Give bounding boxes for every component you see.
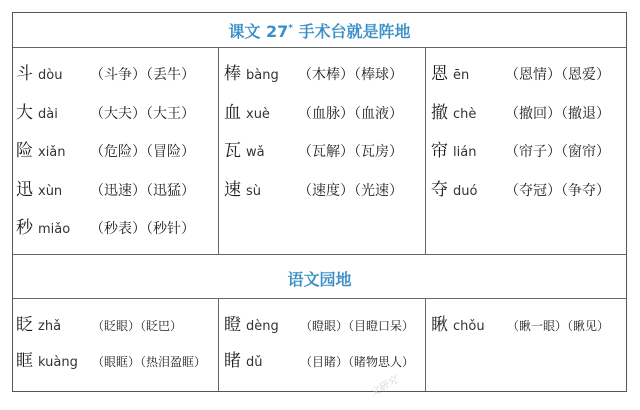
vocab-row <box>431 178 610 202</box>
vocab-word: （迅猛） <box>146 182 195 199</box>
vocab-row <box>224 62 403 86</box>
vocab-row <box>16 349 206 373</box>
vocab-word: （光速） <box>354 182 403 199</box>
vocab-word: （眼眶） <box>92 355 141 369</box>
vocab-pinyin: dèng <box>246 319 279 334</box>
vocab-word: （大王） <box>146 105 195 122</box>
vocab-char: 帘 <box>431 141 448 161</box>
vocab-word: （危险） <box>90 144 146 160</box>
vocab-row <box>16 101 195 125</box>
vocab-row <box>431 62 610 86</box>
vocab-pinyin: chè <box>453 106 477 122</box>
vocab-row <box>16 216 195 240</box>
vocab-word: （争夺） <box>561 182 610 199</box>
vocab-word: （木棒） <box>298 67 354 83</box>
vocab-pinyin: lián <box>453 145 477 160</box>
vocabulary-table <box>12 12 627 392</box>
vocab-pinyin: miǎo <box>38 222 71 237</box>
vocab-char: 速 <box>224 179 241 200</box>
vocab-word: （夺冠） <box>505 182 561 199</box>
vocab-word: （瓦解） <box>298 144 354 160</box>
vocab-word: （秒针） <box>146 221 195 237</box>
vocab-pinyin: ēn <box>453 68 470 83</box>
vocab-row <box>16 178 195 202</box>
vocab-row <box>431 101 610 125</box>
section1-title-pre: 课文 27 <box>228 22 289 41</box>
vocab-word: （血液） <box>354 105 403 122</box>
vocab-word: （瓦房） <box>354 144 403 160</box>
vocab-word: （瞅见） <box>567 319 610 333</box>
section1-title <box>13 19 626 42</box>
vocab-word: （恩情） <box>505 67 561 83</box>
vocab-word: （大夫） <box>90 105 146 122</box>
vocab-pinyin: bàng <box>246 68 279 83</box>
vocab-word: （冒险） <box>146 144 195 160</box>
vocab-pinyin: dǔ <box>246 355 263 370</box>
vocab-word: （速度） <box>298 182 354 199</box>
col-divider-b <box>425 47 426 254</box>
vocab-char: 斗 <box>16 64 33 84</box>
vocab-pinyin: xùn <box>38 183 63 199</box>
vocab-pinyin: xuè <box>246 106 270 122</box>
vocab-row <box>224 313 414 337</box>
vocab-char: 大 <box>16 102 33 123</box>
vocab-word: （秒表） <box>90 221 146 237</box>
vocab-char: 瞅 <box>431 315 448 335</box>
divider-3 <box>13 298 626 299</box>
vocab-word: （恩爱） <box>561 67 610 83</box>
vocab-word: （丢牛） <box>146 67 195 83</box>
vocab-row <box>224 349 414 373</box>
vocab-pinyin: zhǎ <box>38 319 62 334</box>
col-divider-d <box>425 298 426 391</box>
vocab-row <box>16 62 195 86</box>
vocab-char: 险 <box>16 141 33 161</box>
vocab-char: 秒 <box>16 218 33 238</box>
vocab-row <box>431 313 609 337</box>
vocab-word: （帘子） <box>505 144 561 160</box>
vocab-word: （眨巴） <box>140 319 183 333</box>
vocab-row <box>16 313 182 337</box>
vocab-pinyin: dài <box>38 106 58 122</box>
vocab-char: 棒 <box>224 64 241 84</box>
vocab-pinyin: xiǎn <box>38 145 66 160</box>
vocab-char: 睹 <box>224 351 241 371</box>
vocab-word: （迅速） <box>90 182 146 199</box>
vocab-word: （撤退） <box>561 105 610 122</box>
vocab-row <box>431 139 610 163</box>
vocab-word: （眨眼） <box>92 319 141 333</box>
vocab-pinyin: dòu <box>38 68 63 83</box>
vocab-char: 撤 <box>431 102 448 123</box>
vocab-pinyin: kuàng <box>38 355 78 370</box>
vocab-word: （瞅一眼） <box>507 319 568 333</box>
vocab-word: （睹物思人） <box>348 355 415 369</box>
vocab-char: 血 <box>224 102 241 123</box>
vocab-char: 恩 <box>431 64 448 84</box>
vocab-word: （血脉） <box>298 105 354 122</box>
vocab-char: 瓦 <box>224 141 241 161</box>
vocab-word: （斗争） <box>90 67 146 83</box>
vocab-word: （目瞪口呆） <box>348 319 415 333</box>
vocab-pinyin: wǎ <box>246 145 265 160</box>
vocab-row <box>16 139 195 163</box>
vocab-row <box>224 178 403 202</box>
vocab-char: 眶 <box>16 351 33 371</box>
vocab-char: 眨 <box>16 315 33 335</box>
section1-title-sup: * <box>288 23 293 34</box>
vocab-pinyin: chǒu <box>453 319 485 334</box>
col-divider-c <box>218 298 219 391</box>
vocab-pinyin: sù <box>246 183 262 199</box>
divider-2 <box>13 254 626 255</box>
divider-1 <box>13 47 626 48</box>
vocab-char: 迅 <box>16 179 33 200</box>
vocab-word: （撤回） <box>505 105 561 122</box>
section1-title-post: 手术台就是阵地 <box>292 22 411 41</box>
vocab-word: （棒球） <box>354 67 403 83</box>
vocab-char: 瞪 <box>224 315 241 335</box>
vocab-char: 夺 <box>431 179 448 200</box>
vocab-word: （热泪盈眶） <box>140 355 207 369</box>
vocab-word: （瞪眼） <box>300 319 349 333</box>
vocab-row <box>224 101 403 125</box>
vocab-word: （窗帘） <box>561 144 610 160</box>
col-divider-a <box>218 47 219 254</box>
vocab-pinyin: duó <box>453 183 478 199</box>
watermark: 文研究 <box>368 374 400 400</box>
section2-title: 语文园地 <box>287 270 352 289</box>
vocab-word: （目睹） <box>300 355 349 369</box>
vocab-row <box>224 139 403 163</box>
